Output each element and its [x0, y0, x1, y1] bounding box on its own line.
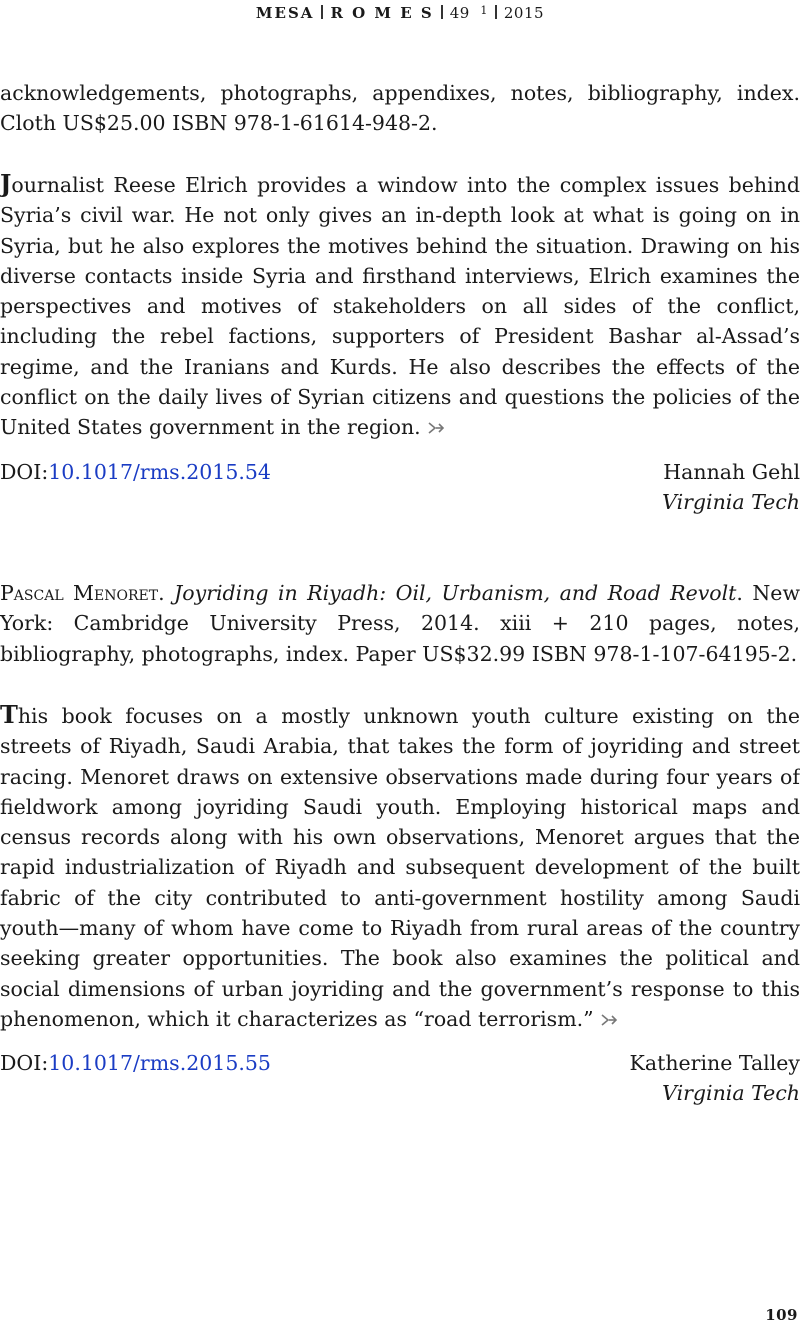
- doi-label: DOI:: [0, 1051, 49, 1075]
- page-number: 109: [765, 1306, 798, 1324]
- publication-details: . New York: Cambridge University Press, 2014. xiii + 210 pages, notes, bibliography, photographs, index. Paper US$32.99 ISBN 978-1-107-64195-2.: [0, 581, 800, 666]
- end-mark-icon: [427, 421, 445, 435]
- book-title: Joyriding in Riyadh: Oil, Urbanism, and Road Revolt: [174, 581, 737, 605]
- review1-citation-continuation: [0, 78, 800, 139]
- doi-link[interactable]: 10.1017/rms.2015.55: [48, 1051, 271, 1075]
- review1-body-text: ournalist Reese Elrich provides a window into the complex issues behind Syria’s civil war. He not only gives an in-depth look at what is going on in Syria, but he also explores the motives behind the situation. Drawing on his diverse contacts inside Syria and firsthand interviews, Elrich examines the perspectives and motives of stakeholders on all sides of the conflict, including the rebel factions, supporters of President Bashar al-Assad’s regime, and the Iranians and Kurds. He also describes the effects of the conflict on the daily lives of Syrian citizens and questions the policies of the United States government in the region.: [0, 173, 800, 440]
- end-mark-icon: [600, 1013, 618, 1027]
- doi-label: DOI:: [0, 460, 49, 484]
- review1-body: [0, 169, 800, 443]
- review2-signature: [0, 1048, 800, 1105]
- volume-number: 49: [449, 4, 470, 22]
- doi-row: [0, 457, 271, 487]
- review2-citation: Pascal Menoret. Joyriding in Riyadh: Oil, Urbanism, and Road Revolt. New York: Cambridge University Press, 2014. xiii + 210 pages, notes, bibliography, photographs, index. Paper US$32.99 ISBN 978-1-107-64195-2.: [0, 581, 800, 666]
- reviewer-affiliation: Virginia Tech: [662, 490, 800, 514]
- doi-row: [0, 1048, 271, 1078]
- journal-romes: R O M E S: [330, 4, 434, 22]
- reviewer-affiliation: Virginia Tech: [662, 1081, 800, 1105]
- review2-body: [0, 700, 800, 1034]
- citation-line-2: Cloth US$25.00 ISBN 978-1-61614-948-2.: [0, 111, 438, 136]
- running-header: [0, 0, 800, 24]
- review2-body-text: his book focuses on a mostly unknown youth culture existing on the streets of Riyadh, Saudi Arabia, that takes the form of joyriding and street racing. Menoret draws on extensive observations made during four years of fieldwork among joyriding Saudi youth. Employing historical maps and census records along with his own observations, Menoret argues that the rapid industrialization of Riyadh and subsequent development of the built fabric of the city contributed to anti-government hostility among Saudi youth—many of whom have come to Riyadh from rural areas of the country seeking greater opportunities. The book also examines the political and social dimensions of urban joyriding and the government’s response to this phenomenon, which it characterizes as “road terrorism.”: [0, 704, 800, 1031]
- journal-name: MESA: [255, 4, 315, 22]
- book-author: Pascal Menoret: [0, 581, 159, 605]
- citation-line-1: acknowledgements, photographs, appendixes, notes, bibliography, index.: [0, 81, 800, 105]
- reviewer-name: Katherine Talley: [629, 1051, 800, 1075]
- publication-year: 2015: [503, 4, 545, 22]
- doi-link[interactable]: 10.1017/rms.2015.54: [48, 460, 271, 484]
- header-separator: [495, 5, 497, 19]
- header-separator: [321, 5, 323, 19]
- dropcap: J: [0, 169, 12, 198]
- issue-number: 1: [480, 4, 488, 17]
- header-separator: [441, 5, 443, 19]
- dropcap: T: [0, 700, 18, 729]
- review1-signature: [0, 457, 800, 514]
- reviewer-name: Hannah Gehl: [663, 460, 800, 484]
